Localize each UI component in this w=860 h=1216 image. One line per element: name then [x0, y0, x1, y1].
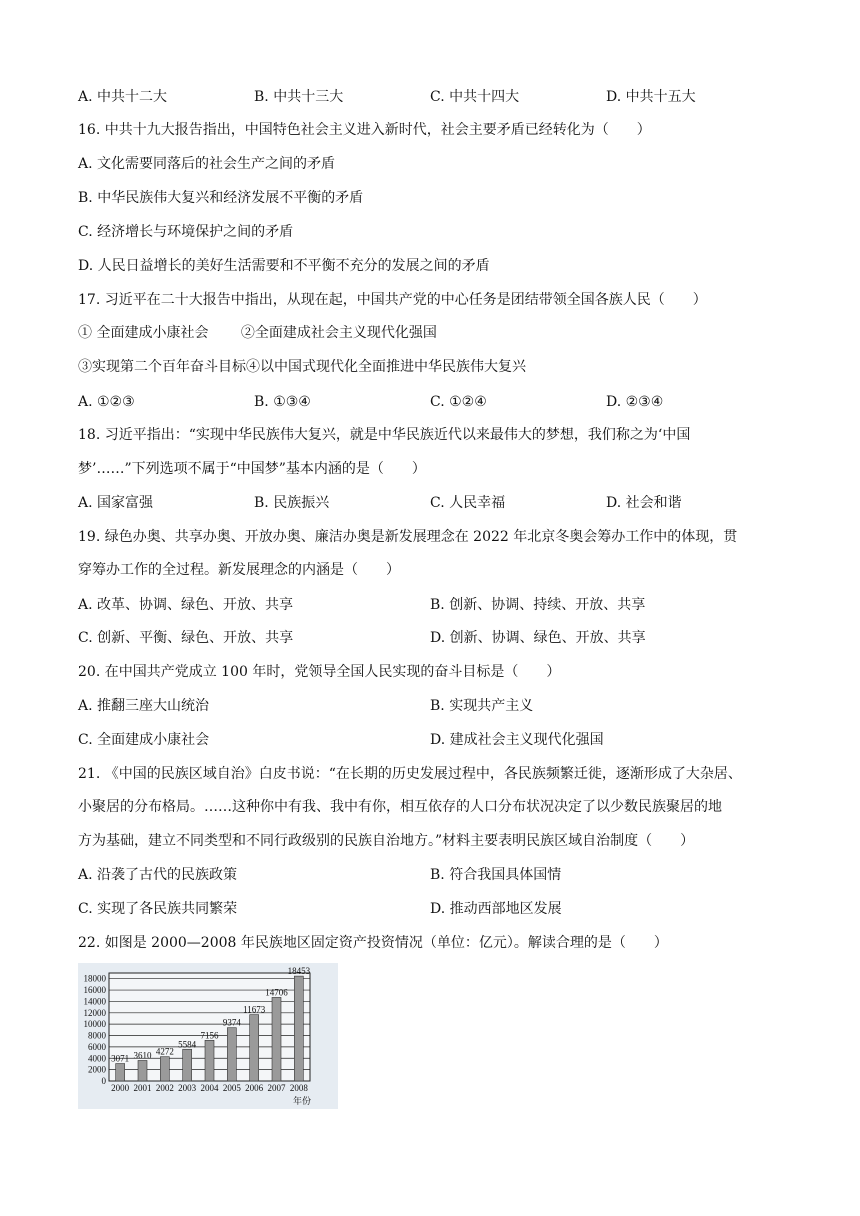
x-axis-label: 年份: [292, 1096, 312, 1106]
bar-value-label: 18453: [287, 966, 311, 977]
q20-option-d: D. 建成社会主义现代化强国: [430, 732, 604, 748]
y-tick-label: 16000: [83, 985, 106, 996]
y-tick-label: 4000: [88, 1053, 106, 1064]
q16-option-a: A. 文化需要同落后的社会生产之间的矛盾: [78, 156, 336, 172]
bar-value-label: 3610: [133, 1050, 152, 1061]
q15-option-a: A. 中共十二大: [78, 89, 168, 105]
q17-option-c: C. ①②④: [430, 394, 487, 410]
bar-value-label: 3071: [111, 1053, 130, 1064]
bar-value-label: 7156: [200, 1030, 219, 1041]
bar: [138, 1060, 147, 1081]
y-tick-label: 0: [101, 1076, 106, 1086]
investment-bar-chart: [78, 963, 338, 1109]
q17-items-line1: ① 全面建成小康社会 ②全面建成社会主义现代化强国: [78, 325, 437, 341]
x-tick-label: 2000: [111, 1083, 130, 1093]
y-tick-label: 8000: [88, 1030, 106, 1041]
q21-option-c: C. 实现了各民族共同繁荣: [78, 901, 238, 917]
q19-stem-line2: 穿筹办工作的全过程。新发展理念的内涵是（ ）: [78, 562, 400, 578]
q16-option-c: C. 经济增长与环境保护之间的矛盾: [78, 224, 294, 240]
q20-stem: 20. 在中国共产党成立 100 年时，党领导全国人民实现的奋斗目标是（ ）: [78, 664, 561, 680]
q16-stem: 16. 中共十九大报告指出，中国特色社会主义进入新时代，社会主要矛盾已经转化为（ ）: [78, 122, 651, 138]
q22-stem: 22. 如图是 2000—2008 年民族地区固定资产投资情况（单位：亿元）。解读合理的是（ ）: [78, 935, 668, 951]
bar-chart-svg: [78, 963, 338, 1109]
q17-option-d: D. ②③④: [606, 394, 664, 410]
bar-value-label: 11673: [243, 1004, 266, 1015]
q17-stem: 17. 习近平在二十大报告中指出，从现在起，中国共产党的中心任务是团结带领全国各族人民（ ）: [78, 292, 707, 308]
q18-option-a: A. 国家富强: [78, 495, 154, 511]
q19-option-c: C. 创新、平衡、绿色、开放、共享: [78, 630, 294, 646]
q17-option-b: B. ①③④: [254, 394, 311, 410]
y-tick-label: 12000: [83, 1007, 106, 1018]
bar: [250, 1015, 259, 1081]
q17-option-a: A. ①②③: [78, 394, 135, 410]
bar: [116, 1064, 125, 1081]
q21-option-b: B. 符合我国具体国情: [430, 867, 562, 883]
q18-option-b: B. 民族振兴: [254, 495, 330, 511]
x-tick-label: 2003: [178, 1083, 197, 1093]
q18-stem-line1: 18. 习近平指出：“实现中华民族伟大复兴，就是中华民族近代以来最伟大的梦想，我们称之为‘中国: [78, 427, 691, 443]
q20-option-b: B. 实现共产主义: [430, 698, 534, 714]
q19-option-a: A. 改革、协调、绿色、开放、共享: [78, 597, 294, 613]
y-tick-label: 18000: [83, 973, 106, 984]
q18-option-d: D. 社会和谐: [606, 495, 682, 511]
q16-option-b: B. 中华民族伟大复兴和经济发展不平衡的矛盾: [78, 190, 364, 206]
q15-option-b: B. 中共十三大: [254, 89, 344, 105]
q18-option-c: C. 人民幸福: [430, 495, 506, 511]
bar: [227, 1028, 236, 1081]
y-tick-label: 10000: [83, 1019, 106, 1030]
bar: [160, 1057, 169, 1081]
x-tick-label: 2002: [155, 1083, 174, 1093]
x-tick-label: 2001: [133, 1083, 152, 1093]
q16-option-d: D. 人民日益增长的美好生活需要和不平衡不充分的发展之间的矛盾: [78, 258, 490, 274]
bar: [205, 1040, 214, 1081]
bar: [294, 976, 303, 1081]
bar-value-label: 14706: [265, 987, 288, 998]
q20-option-c: C. 全面建成小康社会: [78, 732, 210, 748]
y-tick-label: 2000: [88, 1064, 106, 1075]
x-tick-label: 2006: [245, 1083, 264, 1093]
y-tick-label: 14000: [83, 996, 106, 1007]
q18-stem-line2: 梦’……”下列选项不属于“中国梦”基本内涵的是（ ）: [78, 461, 426, 477]
q15-option-d: D. 中共十五大: [606, 89, 696, 105]
bar-value-label: 4272: [155, 1046, 174, 1057]
q19-option-b: B. 创新、协调、持续、开放、共享: [430, 597, 646, 613]
bar-value-label: 5584: [178, 1039, 197, 1050]
bar: [272, 997, 281, 1081]
q20-option-a: A. 推翻三座大山统治: [78, 698, 210, 714]
q19-option-d: D. 创新、协调、绿色、开放、共享: [430, 630, 646, 646]
x-tick-label: 2004: [200, 1083, 219, 1093]
q21-stem-line2: 小聚居的分布格局。……这种你中有我、我中有你，相互依存的人口分布状况决定了以少数民族聚居的地: [78, 799, 722, 815]
q21-option-a: A. 沿袭了古代的民族政策: [78, 867, 238, 883]
y-tick-label: 6000: [88, 1041, 106, 1052]
bar-value-label: 9374: [222, 1017, 241, 1028]
q21-stem-line1: 21. 《中国的民族区域自治》白皮书说：“在长期的历史发展过程中，各民族频繁迁徙，逐渐形成了大杂居、: [78, 766, 742, 782]
x-tick-label: 2005: [222, 1083, 241, 1093]
q21-stem-line3: 方为基础，建立不同类型和不同行政级别的民族自治地方。”材料主要表明民族区域自治制度（ ）: [78, 833, 695, 849]
q15-option-c: C. 中共十四大: [430, 89, 520, 105]
q17-items-line2: ③实现第二个百年奋斗目标④以中国式现代化全面推进中华民族伟大复兴: [78, 359, 526, 375]
bar: [183, 1049, 192, 1081]
q21-option-d: D. 推动西部地区发展: [430, 901, 562, 917]
x-tick-label: 2008: [289, 1083, 308, 1093]
x-tick-label: 2007: [267, 1083, 286, 1093]
q19-stem-line1: 19. 绿色办奥、共享办奥、开放办奥、廉洁办奥是新发展理念在 2022 年北京冬奥会筹办工作中的体现，贯: [78, 529, 738, 545]
